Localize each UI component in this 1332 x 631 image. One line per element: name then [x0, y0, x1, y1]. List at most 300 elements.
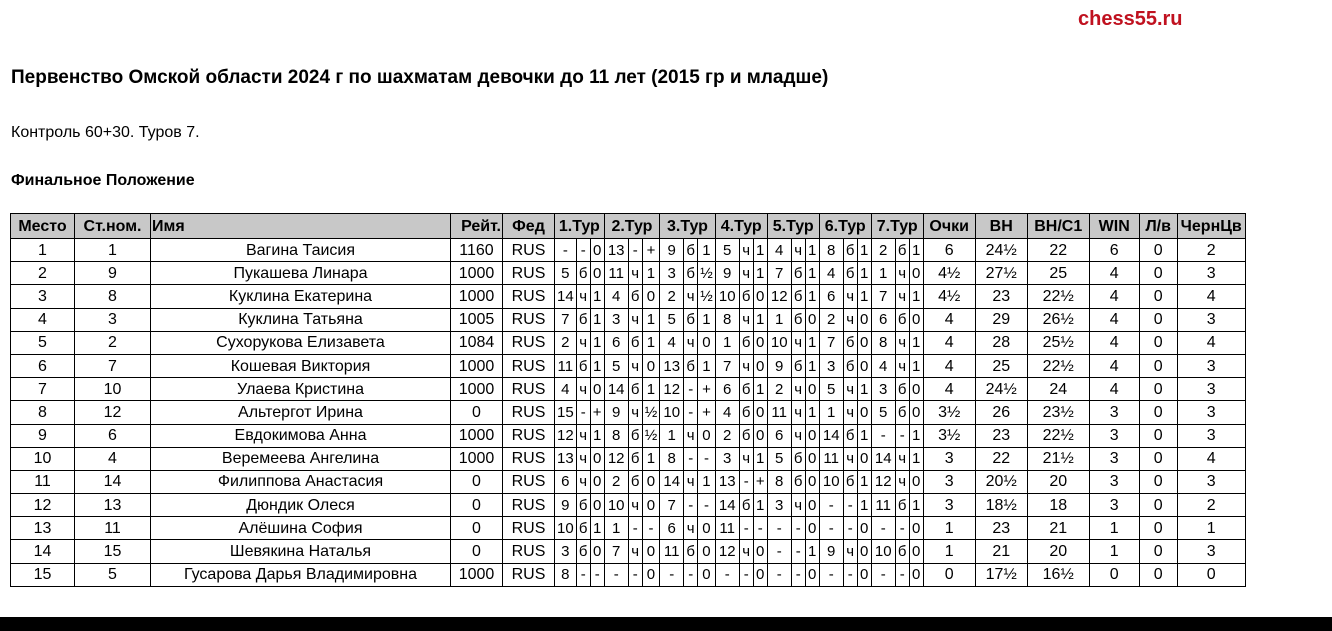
opponent-cell: 6 — [660, 517, 684, 540]
lv-cell: 0 — [1139, 378, 1177, 401]
color-cell: ч — [576, 447, 590, 470]
result-cell: ½ — [642, 424, 660, 447]
opponent-cell: 5 — [871, 401, 895, 424]
color-cell: ч — [739, 540, 753, 563]
result-cell: ½ — [698, 262, 716, 285]
result-cell: 1 — [805, 262, 819, 285]
wins-cell: 3 — [1089, 470, 1139, 493]
result-cell: 1 — [805, 331, 819, 354]
color-cell: - — [843, 494, 857, 517]
color-cell: ч — [628, 401, 642, 424]
buchholz-cut1-cell: 22½ — [1027, 354, 1089, 377]
black-games-cell: 3 — [1177, 424, 1245, 447]
federation-cell: RUS — [503, 424, 555, 447]
result-cell: 0 — [642, 494, 660, 517]
color-cell: ч — [628, 540, 642, 563]
opponent-cell: 6 — [715, 378, 739, 401]
black-games-cell: 3 — [1177, 401, 1245, 424]
buchholz-cut1-cell: 25 — [1027, 262, 1089, 285]
result-cell: 1 — [753, 378, 767, 401]
black-games-cell: 3 — [1177, 540, 1245, 563]
color-cell: - — [791, 517, 805, 540]
opponent-cell: 10 — [555, 517, 577, 540]
wins-cell: 3 — [1089, 494, 1139, 517]
rating-cell: 1000 — [451, 262, 503, 285]
buchholz-cell: 21 — [975, 540, 1027, 563]
lv-cell: 0 — [1139, 563, 1177, 586]
opponent-cell: 4 — [715, 401, 739, 424]
opponent-cell: 3 — [660, 262, 684, 285]
buchholz-cell: 23 — [975, 517, 1027, 540]
opponent-cell: 1 — [660, 424, 684, 447]
result-cell: - — [698, 447, 716, 470]
result-cell: 1 — [805, 401, 819, 424]
result-cell: 0 — [642, 285, 660, 308]
opponent-cell: 13 — [715, 470, 739, 493]
wins-cell: 6 — [1089, 239, 1139, 262]
start-number-cell: 13 — [75, 494, 151, 517]
place-cell: 6 — [11, 354, 75, 377]
color-cell: б — [684, 262, 698, 285]
start-number-cell: 11 — [75, 517, 151, 540]
header-round-2: 2.Тур — [604, 214, 660, 239]
rating-cell: 1000 — [451, 285, 503, 308]
lv-cell: 0 — [1139, 470, 1177, 493]
opponent-cell: 10 — [871, 540, 895, 563]
color-cell: ч — [843, 401, 857, 424]
buchholz-cell: 29 — [975, 308, 1027, 331]
table-row — [11, 308, 1246, 331]
color-cell: б — [843, 262, 857, 285]
color-cell: - — [628, 563, 642, 586]
place-cell: 10 — [11, 447, 75, 470]
start-number-cell: 2 — [75, 331, 151, 354]
place-cell: 4 — [11, 308, 75, 331]
opponent-cell: 7 — [767, 262, 791, 285]
color-cell: - — [684, 401, 698, 424]
color-cell: - — [843, 563, 857, 586]
color-cell: ч — [628, 494, 642, 517]
opponent-cell: 12 — [604, 447, 628, 470]
wins-cell: 4 — [1089, 308, 1139, 331]
color-cell: ч — [843, 308, 857, 331]
result-cell: 0 — [590, 470, 604, 493]
federation-cell: RUS — [503, 494, 555, 517]
result-cell: 0 — [805, 378, 819, 401]
player-name-cell: Кошевая Виктория — [151, 354, 451, 377]
rating-cell: 1160 — [451, 239, 503, 262]
color-cell: б — [739, 401, 753, 424]
federation-cell: RUS — [503, 401, 555, 424]
wins-cell: 4 — [1089, 354, 1139, 377]
opponent-cell: - — [767, 540, 791, 563]
start-number-cell: 5 — [75, 563, 151, 586]
result-cell: 1 — [590, 354, 604, 377]
federation-cell: RUS — [503, 470, 555, 493]
table-row — [11, 517, 1246, 540]
buchholz-cell: 27½ — [975, 262, 1027, 285]
opponent-cell: 8 — [555, 563, 577, 586]
federation-cell: RUS — [503, 563, 555, 586]
opponent-cell: 1 — [767, 308, 791, 331]
color-cell: б — [895, 308, 909, 331]
opponent-cell: 13 — [604, 239, 628, 262]
opponent-cell: 12 — [555, 424, 577, 447]
wins-cell: 3 — [1089, 447, 1139, 470]
color-cell: ч — [791, 424, 805, 447]
opponent-cell: 11 — [555, 354, 577, 377]
black-games-cell: 2 — [1177, 494, 1245, 517]
color-cell: б — [628, 285, 642, 308]
color-cell: ч — [791, 331, 805, 354]
result-cell: 0 — [909, 563, 923, 586]
points-cell: 3 — [923, 470, 975, 493]
place-cell: 13 — [11, 517, 75, 540]
points-cell: 3 — [923, 494, 975, 517]
opponent-cell: 2 — [604, 470, 628, 493]
page-title: Первенство Омской области 2024 г по шахматам девочки до 11 лет (2015 гр и младше) — [11, 67, 829, 88]
color-cell: ч — [576, 470, 590, 493]
opponent-cell: 9 — [555, 494, 577, 517]
opponent-cell: 4 — [555, 378, 577, 401]
opponent-cell: 8 — [767, 470, 791, 493]
color-cell: ч — [895, 354, 909, 377]
color-cell: ч — [628, 308, 642, 331]
result-cell: 1 — [909, 285, 923, 308]
color-cell: б — [684, 308, 698, 331]
player-name-cell: Куклина Екатерина — [151, 285, 451, 308]
opponent-cell: 11 — [767, 401, 791, 424]
federation-cell: RUS — [503, 378, 555, 401]
result-cell: 0 — [805, 517, 819, 540]
opponent-cell: 3 — [819, 354, 843, 377]
federation-cell: RUS — [503, 262, 555, 285]
opponent-cell: 11 — [871, 494, 895, 517]
result-cell: - — [642, 517, 660, 540]
result-cell: 1 — [590, 517, 604, 540]
points-cell: 3 — [923, 447, 975, 470]
color-cell: - — [576, 563, 590, 586]
lv-cell: 0 — [1139, 401, 1177, 424]
color-cell: б — [791, 262, 805, 285]
result-cell: 1 — [642, 447, 660, 470]
points-cell: 3½ — [923, 401, 975, 424]
rating-cell: 0 — [451, 540, 503, 563]
result-cell: + — [753, 470, 767, 493]
result-cell: 0 — [698, 331, 716, 354]
buchholz-cut1-cell: 21½ — [1027, 447, 1089, 470]
rating-cell: 0 — [451, 517, 503, 540]
opponent-cell: 1 — [715, 331, 739, 354]
color-cell: б — [739, 494, 753, 517]
opponent-cell: 2 — [871, 239, 895, 262]
color-cell: ч — [791, 239, 805, 262]
opponent-cell: 12 — [660, 378, 684, 401]
color-cell: б — [791, 447, 805, 470]
lv-cell: 0 — [1139, 354, 1177, 377]
lv-cell: 0 — [1139, 517, 1177, 540]
place-cell: 5 — [11, 331, 75, 354]
result-cell: 0 — [909, 262, 923, 285]
result-cell: 0 — [590, 239, 604, 262]
opponent-cell: 3 — [555, 540, 577, 563]
result-cell: 0 — [753, 331, 767, 354]
color-cell: б — [739, 331, 753, 354]
color-cell: - — [791, 563, 805, 586]
federation-cell: RUS — [503, 285, 555, 308]
buchholz-cut1-cell: 18 — [1027, 494, 1089, 517]
opponent-cell: 13 — [555, 447, 577, 470]
lv-cell: 0 — [1139, 262, 1177, 285]
opponent-cell: 6 — [767, 424, 791, 447]
color-cell: ч — [576, 331, 590, 354]
color-cell: ч — [684, 285, 698, 308]
color-cell: ч — [739, 239, 753, 262]
buchholz-cut1-cell: 22½ — [1027, 285, 1089, 308]
result-cell: 1 — [857, 378, 871, 401]
result-cell: 1 — [857, 285, 871, 308]
place-cell: 7 — [11, 378, 75, 401]
result-cell: 0 — [857, 447, 871, 470]
player-name-cell: Улаева Кристина — [151, 378, 451, 401]
result-cell: 1 — [642, 331, 660, 354]
opponent-cell: 2 — [819, 308, 843, 331]
wins-cell: 1 — [1089, 540, 1139, 563]
result-cell: 1 — [642, 262, 660, 285]
color-cell: б — [576, 494, 590, 517]
result-cell: + — [698, 401, 716, 424]
result-cell: 1 — [909, 331, 923, 354]
opponent-cell: - — [767, 517, 791, 540]
opponent-cell: 7 — [819, 331, 843, 354]
start-number-cell: 1 — [75, 239, 151, 262]
opponent-cell: 9 — [819, 540, 843, 563]
points-cell: 4 — [923, 308, 975, 331]
color-cell: б — [895, 378, 909, 401]
header-name: Имя — [151, 214, 451, 239]
opponent-cell: 5 — [555, 262, 577, 285]
place-cell: 8 — [11, 401, 75, 424]
result-cell: - — [698, 494, 716, 517]
points-cell: 6 — [923, 239, 975, 262]
result-cell: 1 — [698, 239, 716, 262]
opponent-cell: 10 — [767, 331, 791, 354]
opponent-cell: 10 — [715, 285, 739, 308]
result-cell: 1 — [857, 470, 871, 493]
result-cell: 0 — [642, 540, 660, 563]
wins-cell: 3 — [1089, 401, 1139, 424]
result-cell: 0 — [805, 424, 819, 447]
rating-cell: 0 — [451, 401, 503, 424]
color-cell: ч — [843, 540, 857, 563]
start-number-cell: 10 — [75, 378, 151, 401]
result-cell: 1 — [590, 424, 604, 447]
color-cell: ч — [628, 354, 642, 377]
player-name-cell: Дюндик Олеся — [151, 494, 451, 517]
color-cell: - — [576, 239, 590, 262]
table-row — [11, 285, 1246, 308]
opponent-cell: - — [871, 563, 895, 586]
buchholz-cell: 24½ — [975, 239, 1027, 262]
opponent-cell: 15 — [555, 401, 577, 424]
opponent-cell: 5 — [604, 354, 628, 377]
result-cell: 0 — [857, 540, 871, 563]
result-cell: - — [590, 563, 604, 586]
opponent-cell: 8 — [604, 424, 628, 447]
opponent-cell: 1 — [604, 517, 628, 540]
color-cell: - — [895, 424, 909, 447]
lv-cell: 0 — [1139, 285, 1177, 308]
result-cell: 1 — [590, 308, 604, 331]
table-row — [11, 540, 1246, 563]
place-cell: 1 — [11, 239, 75, 262]
buchholz-cell: 20½ — [975, 470, 1027, 493]
buchholz-cell: 26 — [975, 401, 1027, 424]
opponent-cell: 6 — [555, 470, 577, 493]
opponent-cell: 2 — [715, 424, 739, 447]
table-row — [11, 239, 1246, 262]
color-cell: ч — [895, 285, 909, 308]
tournament-subtitle: Контроль 60+30. Туров 7. — [11, 124, 200, 141]
federation-cell: RUS — [503, 239, 555, 262]
wins-cell: 0 — [1089, 563, 1139, 586]
color-cell: б — [791, 470, 805, 493]
rating-cell: 1000 — [451, 378, 503, 401]
lv-cell: 0 — [1139, 540, 1177, 563]
header-round-5: 5.Тур — [767, 214, 819, 239]
result-cell: 0 — [805, 308, 819, 331]
federation-cell: RUS — [503, 517, 555, 540]
result-cell: 1 — [753, 239, 767, 262]
opponent-cell: - — [555, 239, 577, 262]
opponent-cell: 12 — [715, 540, 739, 563]
wins-cell: 4 — [1089, 378, 1139, 401]
result-cell: 0 — [857, 331, 871, 354]
opponent-cell: 14 — [555, 285, 577, 308]
color-cell: б — [628, 470, 642, 493]
start-number-cell: 4 — [75, 447, 151, 470]
result-cell: 1 — [753, 262, 767, 285]
start-number-cell: 8 — [75, 285, 151, 308]
lv-cell: 0 — [1139, 494, 1177, 517]
result-cell: 0 — [753, 540, 767, 563]
rating-cell: 1000 — [451, 563, 503, 586]
table-row — [11, 470, 1246, 493]
opponent-cell: 6 — [871, 308, 895, 331]
federation-cell: RUS — [503, 354, 555, 377]
player-name-cell: Филиппова Анастасия — [151, 470, 451, 493]
black-games-cell: 4 — [1177, 285, 1245, 308]
points-cell: 0 — [923, 563, 975, 586]
player-name-cell: Евдокимова Анна — [151, 424, 451, 447]
result-cell: 1 — [909, 424, 923, 447]
opponent-cell: 14 — [819, 424, 843, 447]
black-games-cell: 3 — [1177, 308, 1245, 331]
result-cell: 0 — [698, 563, 716, 586]
result-cell: 0 — [857, 563, 871, 586]
color-cell: ч — [684, 470, 698, 493]
result-cell: 0 — [805, 494, 819, 517]
opponent-cell: 14 — [871, 447, 895, 470]
opponent-cell: 14 — [715, 494, 739, 517]
black-games-cell: 0 — [1177, 563, 1245, 586]
color-cell: б — [843, 331, 857, 354]
wins-cell: 4 — [1089, 262, 1139, 285]
color-cell: - — [739, 470, 753, 493]
color-cell: ч — [628, 262, 642, 285]
wins-cell: 1 — [1089, 517, 1139, 540]
color-cell: ч — [895, 470, 909, 493]
opponent-cell: 4 — [604, 285, 628, 308]
color-cell: б — [684, 540, 698, 563]
opponent-cell: 7 — [660, 494, 684, 517]
rating-cell: 1005 — [451, 308, 503, 331]
wins-cell: 4 — [1089, 285, 1139, 308]
result-cell: 1 — [857, 494, 871, 517]
header-start-no: Ст.ном. — [75, 214, 151, 239]
color-cell: ч — [895, 331, 909, 354]
place-cell: 2 — [11, 262, 75, 285]
color-cell: б — [739, 378, 753, 401]
result-cell: 0 — [753, 401, 767, 424]
opponent-cell: 3 — [767, 494, 791, 517]
buchholz-cut1-cell: 20 — [1027, 470, 1089, 493]
lv-cell: 0 — [1139, 424, 1177, 447]
result-cell: 0 — [857, 517, 871, 540]
buchholz-cut1-cell: 20 — [1027, 540, 1089, 563]
result-cell: 1 — [805, 354, 819, 377]
opponent-cell: 14 — [604, 378, 628, 401]
start-number-cell: 12 — [75, 401, 151, 424]
result-cell: 1 — [753, 494, 767, 517]
opponent-cell: 2 — [767, 378, 791, 401]
opponent-cell: 5 — [715, 239, 739, 262]
result-cell: 0 — [805, 470, 819, 493]
result-cell: 1 — [805, 239, 819, 262]
color-cell: - — [739, 563, 753, 586]
opponent-cell: 11 — [660, 540, 684, 563]
black-games-cell: 3 — [1177, 262, 1245, 285]
points-cell: 1 — [923, 517, 975, 540]
color-cell: б — [895, 401, 909, 424]
opponent-cell: - — [604, 563, 628, 586]
federation-cell: RUS — [503, 540, 555, 563]
opponent-cell: - — [715, 563, 739, 586]
result-cell: 1 — [698, 308, 716, 331]
opponent-cell: 4 — [767, 239, 791, 262]
rating-cell: 1000 — [451, 447, 503, 470]
opponent-cell: 9 — [604, 401, 628, 424]
site-logo-text: chess55.ru — [1078, 8, 1183, 30]
opponent-cell: 2 — [555, 331, 577, 354]
opponent-cell: 7 — [871, 285, 895, 308]
opponent-cell: 8 — [660, 447, 684, 470]
result-cell: 1 — [857, 239, 871, 262]
table-row — [11, 331, 1246, 354]
opponent-cell: 4 — [819, 262, 843, 285]
color-cell: - — [895, 563, 909, 586]
start-number-cell: 3 — [75, 308, 151, 331]
opponent-cell: 4 — [871, 354, 895, 377]
color-cell: б — [843, 424, 857, 447]
color-cell: б — [895, 239, 909, 262]
result-cell: 0 — [590, 540, 604, 563]
table-header-row — [11, 214, 1246, 239]
color-cell: ч — [576, 285, 590, 308]
buchholz-cell: 22 — [975, 447, 1027, 470]
result-cell: ½ — [698, 285, 716, 308]
color-cell: - — [739, 517, 753, 540]
